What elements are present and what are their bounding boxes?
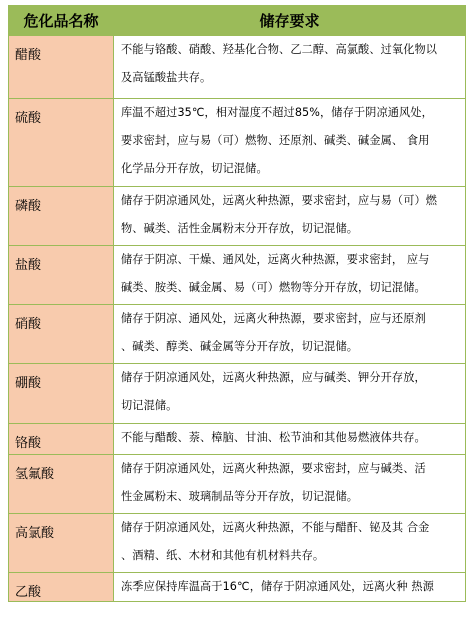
requirement-line: 切记混储。 xyxy=(121,399,178,412)
requirement-line: 及高锰酸盐共存。 xyxy=(121,71,212,84)
requirement-line: 、碱类、醇类、碱金属等分开存放，切记混储。 xyxy=(121,340,359,353)
chemical-name-cell: 醋酸 xyxy=(9,36,114,99)
chemical-name-cell: 硫酸 xyxy=(9,99,114,187)
storage-requirement-cell xyxy=(114,36,466,99)
table-header-row xyxy=(9,6,466,36)
chemical-name-cell: 铬酸 xyxy=(9,424,114,455)
requirement-line: 储存于阴凉通风处，远离火种热源，应与碱类、钾分开存放， xyxy=(121,371,426,384)
requirement-line: 化学品分开存放，切记混储。 xyxy=(121,162,268,175)
table-row xyxy=(9,514,466,573)
storage-requirement-cell xyxy=(114,514,466,573)
chemical-name-cell: 乙酸 xyxy=(9,573,114,602)
requirement-line: 储存于阴凉通风处，远离火种热源，不能与醋酐、铋及其 合金 xyxy=(121,521,430,534)
header-chemical-name: 危化品名称 xyxy=(9,6,114,36)
table-row xyxy=(9,305,466,364)
chemical-name-cell: 盐酸 xyxy=(9,246,114,305)
table-row xyxy=(9,246,466,305)
table-row xyxy=(9,573,466,602)
requirement-line: 储存于阴凉、通风处，远离火种热源，要求密封，应与还原剂 xyxy=(121,312,426,325)
requirement-line: 性金属粉末、玻璃制品等分开存放，切记混储。 xyxy=(121,490,359,503)
requirement-line: 、酒精、纸、木材和其他有机材料共存。 xyxy=(121,549,325,562)
table-row xyxy=(9,455,466,514)
requirement-line: 物、碱类、活性金属粉末分开存放，切记混储。 xyxy=(121,222,359,235)
storage-requirement-cell xyxy=(114,99,466,187)
storage-requirement-cell xyxy=(114,305,466,364)
requirement-line: 要求密封，应与易（可）燃物、还原剂、碱类、碱金属、 食用 xyxy=(121,134,430,147)
storage-requirement-cell xyxy=(114,424,466,455)
requirement-line: 储存于阴凉通风处，远离火种热源，要求密封，应与易（可）燃 xyxy=(121,194,438,207)
requirement-line: 储存于阴凉、干燥、通风处，远离火种热源，要求密封， 应与 xyxy=(121,253,430,266)
table-row xyxy=(9,99,466,187)
chemical-name-cell: 硝酸 xyxy=(9,305,114,364)
table-row xyxy=(9,424,466,455)
requirement-line: 不能与铬酸、硝酸、羟基化合物、乙二醇、高氯酸、过氧化物以 xyxy=(121,43,438,56)
storage-requirement-cell xyxy=(114,246,466,305)
storage-requirement-cell xyxy=(114,364,466,424)
table-row xyxy=(9,364,466,424)
requirement-line: 储存于阴凉通风处，远离火种热源，要求密封，应与碱类、活 xyxy=(121,462,426,475)
requirement-line: 不能与醋酸、萘、樟脑、甘油、松节油和其他易燃液体共存。 xyxy=(121,431,426,444)
requirement-line: 冻季应保持库温高于16℃，储存于阴凉通风处，远离火种 热源 xyxy=(121,580,434,593)
storage-requirement-cell xyxy=(114,455,466,514)
chemical-name-cell: 氢氟酸 xyxy=(9,455,114,514)
table-row xyxy=(9,187,466,246)
storage-requirements-table xyxy=(8,5,466,602)
chemical-name-cell: 高氯酸 xyxy=(9,514,114,573)
requirement-line: 库温不超过35℃，相对湿度不超过85%，储存于阴凉通风处， xyxy=(121,106,433,119)
chemical-name-cell: 磷酸 xyxy=(9,187,114,246)
requirement-line: 碱类、胺类、碱金属、易（可）燃物等分开存放，切记混储。 xyxy=(121,281,426,294)
table-row xyxy=(9,36,466,99)
chemical-name-cell: 硼酸 xyxy=(9,364,114,424)
storage-requirement-cell xyxy=(114,187,466,246)
storage-requirement-cell xyxy=(114,573,466,602)
header-storage-requirements: 储存要求 xyxy=(114,6,466,36)
